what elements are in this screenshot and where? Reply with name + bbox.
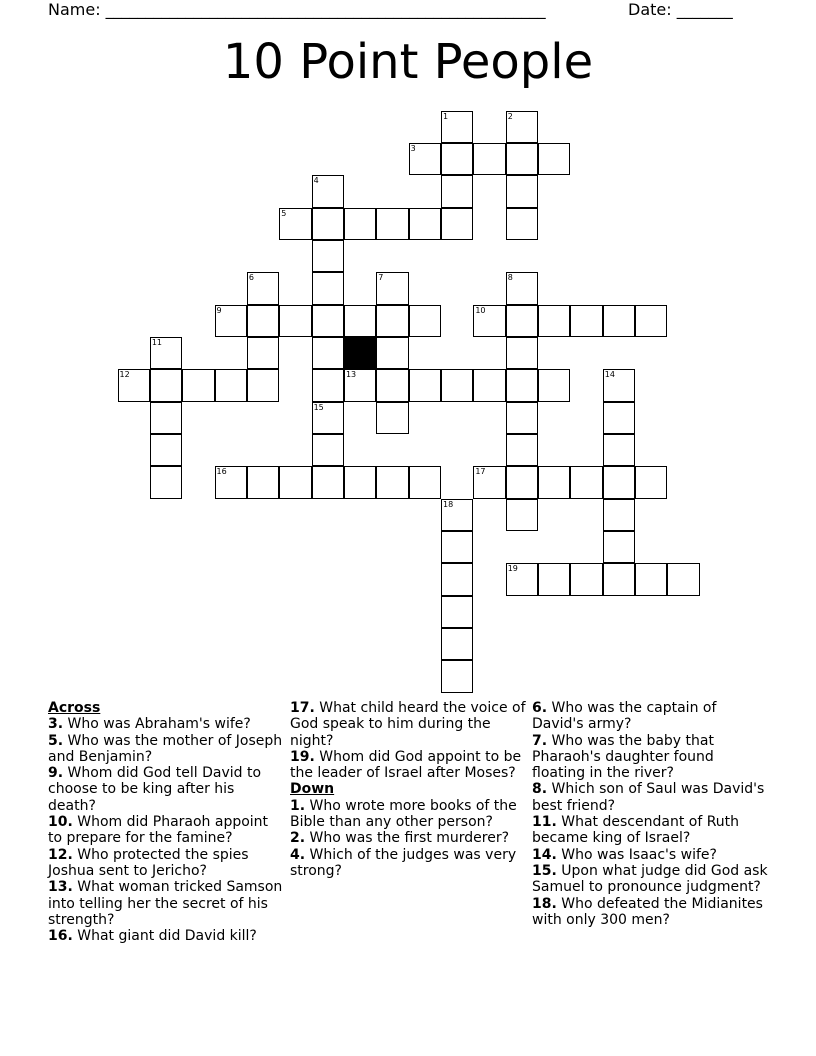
clue-across-17: 17. What child heard the voice of God speak to him during the night?	[290, 700, 526, 749]
grid-cell[interactable]	[538, 305, 570, 337]
clue-across-3: 3. Who was Abraham's wife?	[48, 716, 251, 733]
grid-cell[interactable]	[215, 369, 247, 401]
grid-cell[interactable]	[247, 305, 279, 337]
grid-cell[interactable]	[603, 499, 635, 531]
clue-number: 1	[443, 111, 449, 121]
clue-number: 2	[507, 111, 513, 121]
grid-cell[interactable]	[312, 434, 344, 466]
grid-cell[interactable]	[506, 402, 538, 434]
clue-across-12: 12. Who protected the spies Joshua sent to Jericho?	[48, 846, 249, 879]
grid-cell[interactable]	[506, 563, 538, 595]
down-heading: Down	[290, 781, 335, 798]
grid-cell[interactable]	[279, 305, 311, 337]
clue-across-16: 16. What giant did David kill?	[48, 928, 257, 945]
grid-cell[interactable]	[312, 175, 344, 207]
grid-cell[interactable]	[150, 337, 182, 369]
grid-cell[interactable]	[570, 305, 602, 337]
grid-cell[interactable]	[441, 143, 473, 175]
clue-down-14: 14. Who was Isaac's wife?	[532, 846, 717, 863]
grid-cell[interactable]	[376, 272, 408, 304]
grid-cell[interactable]	[344, 208, 376, 240]
clue-number: 8	[507, 273, 513, 283]
grid-cell[interactable]	[506, 466, 538, 498]
grid-cell[interactable]	[603, 305, 635, 337]
clue-number: 6	[248, 273, 254, 283]
clue-number: 16	[216, 467, 227, 477]
grid-cell[interactable]	[376, 305, 408, 337]
grid-cell[interactable]	[376, 208, 408, 240]
date-line[interactable]: Date: _______	[628, 0, 733, 19]
grid-cell[interactable]	[441, 563, 473, 595]
clue-number: 19	[507, 564, 518, 574]
grid-cell[interactable]	[409, 305, 441, 337]
grid-cell[interactable]	[538, 466, 570, 498]
grid-cell[interactable]	[538, 369, 570, 401]
grid-cell[interactable]	[247, 337, 279, 369]
name-line[interactable]: Name: _______________________________________________________	[48, 0, 546, 19]
clue-down-2: 2. Who was the first murderer?	[290, 830, 510, 847]
grid-cell[interactable]	[635, 305, 667, 337]
grid-cell[interactable]	[409, 466, 441, 498]
grid-cell[interactable]	[441, 628, 473, 660]
puzzle-title: 10 Point People	[222, 34, 594, 90]
clue-down-4: 4. Which of the judges was very strong?	[290, 846, 517, 879]
grid-cell[interactable]	[215, 305, 247, 337]
clue-number: 4	[313, 176, 319, 186]
grid-cell[interactable]	[247, 466, 279, 498]
grid-cell[interactable]	[603, 563, 635, 595]
grid-cell[interactable]	[667, 563, 699, 595]
clue-number: 13	[345, 370, 357, 380]
grid-cell[interactable]	[603, 434, 635, 466]
clue-down-15: 15. Upon what judge did God ask Samuel to pronounce judgment?	[532, 862, 768, 896]
grid-cell[interactable]	[538, 563, 570, 595]
grid-cell[interactable]	[312, 369, 344, 401]
grid-cell[interactable]	[344, 369, 376, 401]
clue-number: 3	[410, 143, 416, 153]
clue-down-7: 7. Who was the baby that Pharaoh's daughter found floating in the river?	[532, 732, 714, 782]
grid-cell[interactable]	[312, 402, 344, 434]
grid-cell[interactable]	[376, 369, 408, 401]
grid-cell[interactable]	[473, 369, 505, 401]
shaded-cell	[344, 337, 376, 369]
grid-cell[interactable]	[441, 111, 473, 143]
grid-cell[interactable]	[441, 596, 473, 628]
clue-column-1	[48, 700, 284, 944]
clue-number: 17	[475, 467, 486, 477]
grid-cell[interactable]	[441, 660, 473, 692]
grid-cell[interactable]	[570, 466, 602, 498]
clue-across-9: 9. Whom did God tell David to choose to be king after his death?	[48, 765, 262, 814]
clue-down-6: 6. Who was the captain of David's army?	[532, 700, 717, 733]
grid-cell[interactable]	[182, 369, 214, 401]
grid-cell[interactable]	[506, 143, 538, 175]
grid-cell[interactable]	[603, 466, 635, 498]
clue-across-13: 13. What woman tricked Samson into telling her the secret of his strength?	[48, 879, 283, 928]
grid-cell[interactable]	[635, 563, 667, 595]
grid-cell[interactable]	[312, 272, 344, 304]
grid-cell[interactable]	[506, 434, 538, 466]
clue-number: 5	[281, 208, 287, 218]
grid-cell[interactable]	[506, 369, 538, 401]
clue-down-18: 18. Who defeated the Midianites with only 300 men?	[532, 895, 763, 928]
grid-cell[interactable]	[506, 111, 538, 143]
clue-number: 12	[119, 370, 130, 380]
clue-down-8: 8. Which son of Saul was David's best friend?	[532, 781, 765, 814]
grid-cell[interactable]	[409, 143, 441, 175]
grid-cell[interactable]	[506, 272, 538, 304]
grid-cell[interactable]	[247, 369, 279, 401]
grid-cell[interactable]	[279, 466, 311, 498]
grid-cell[interactable]	[506, 337, 538, 369]
clue-down-11: 11. What descendant of Ruth became king of Israel?	[532, 814, 740, 847]
clue-number: 10	[475, 305, 486, 315]
grid-cell[interactable]	[506, 175, 538, 207]
grid-cell[interactable]	[441, 175, 473, 207]
grid-cell[interactable]	[603, 369, 635, 401]
grid-cell[interactable]	[376, 402, 408, 434]
grid-cell[interactable]	[506, 499, 538, 531]
grid-cell[interactable]	[409, 369, 441, 401]
clue-column-3	[532, 700, 768, 928]
grid-cell[interactable]	[376, 466, 408, 498]
grid-cell[interactable]	[344, 305, 376, 337]
grid-cell[interactable]	[603, 402, 635, 434]
grid-cell[interactable]	[441, 369, 473, 401]
grid-cell[interactable]	[215, 466, 247, 498]
across-heading: Across	[48, 700, 101, 716]
grid-cell[interactable]	[603, 531, 635, 563]
clue-number: 15	[313, 402, 324, 412]
grid-cell[interactable]	[312, 240, 344, 272]
grid-cell[interactable]	[473, 305, 505, 337]
grid-cell[interactable]	[312, 337, 344, 369]
clue-number: 7	[378, 273, 384, 283]
grid-cell[interactable]	[312, 208, 344, 240]
grid-cell[interactable]	[441, 499, 473, 531]
grid-cell[interactable]	[150, 434, 182, 466]
grid-cell[interactable]	[312, 305, 344, 337]
clue-number: 11	[151, 337, 163, 347]
grid-cell[interactable]	[473, 143, 505, 175]
grid-cell[interactable]	[150, 402, 182, 434]
grid-cell[interactable]	[506, 305, 538, 337]
grid-cell[interactable]	[570, 563, 602, 595]
grid-cell[interactable]	[344, 466, 376, 498]
grid-cell[interactable]	[506, 208, 538, 240]
grid-cell[interactable]	[538, 143, 570, 175]
grid-cell[interactable]	[150, 466, 182, 498]
grid-cell[interactable]	[635, 466, 667, 498]
clue-across-10: 10. Whom did Pharaoh appoint to prepare for the famine?	[48, 814, 269, 847]
grid-cell[interactable]	[279, 208, 311, 240]
clue-across-19: 19. Whom did God appoint to be the leader of Israel after Moses?	[290, 748, 522, 782]
grid-cell[interactable]	[409, 208, 441, 240]
clue-down-1: 1. Who wrote more books of the Bible than any other person?	[290, 797, 517, 831]
grid-cell[interactable]	[473, 466, 505, 498]
grid-cell[interactable]	[441, 531, 473, 563]
clue-across-5: 5. Who was the mother of Joseph and Benjamin?	[48, 732, 283, 765]
clue-column-2	[290, 700, 526, 879]
grid-cell[interactable]	[376, 337, 408, 369]
grid-cell[interactable]	[150, 369, 182, 401]
grid-cell[interactable]	[441, 208, 473, 240]
grid-cell[interactable]	[247, 272, 279, 304]
grid-cell[interactable]	[118, 369, 150, 401]
clue-number: 18	[443, 499, 454, 509]
clue-number: 14	[604, 370, 615, 380]
grid-cell[interactable]	[312, 466, 344, 498]
clue-number: 9	[216, 305, 222, 315]
